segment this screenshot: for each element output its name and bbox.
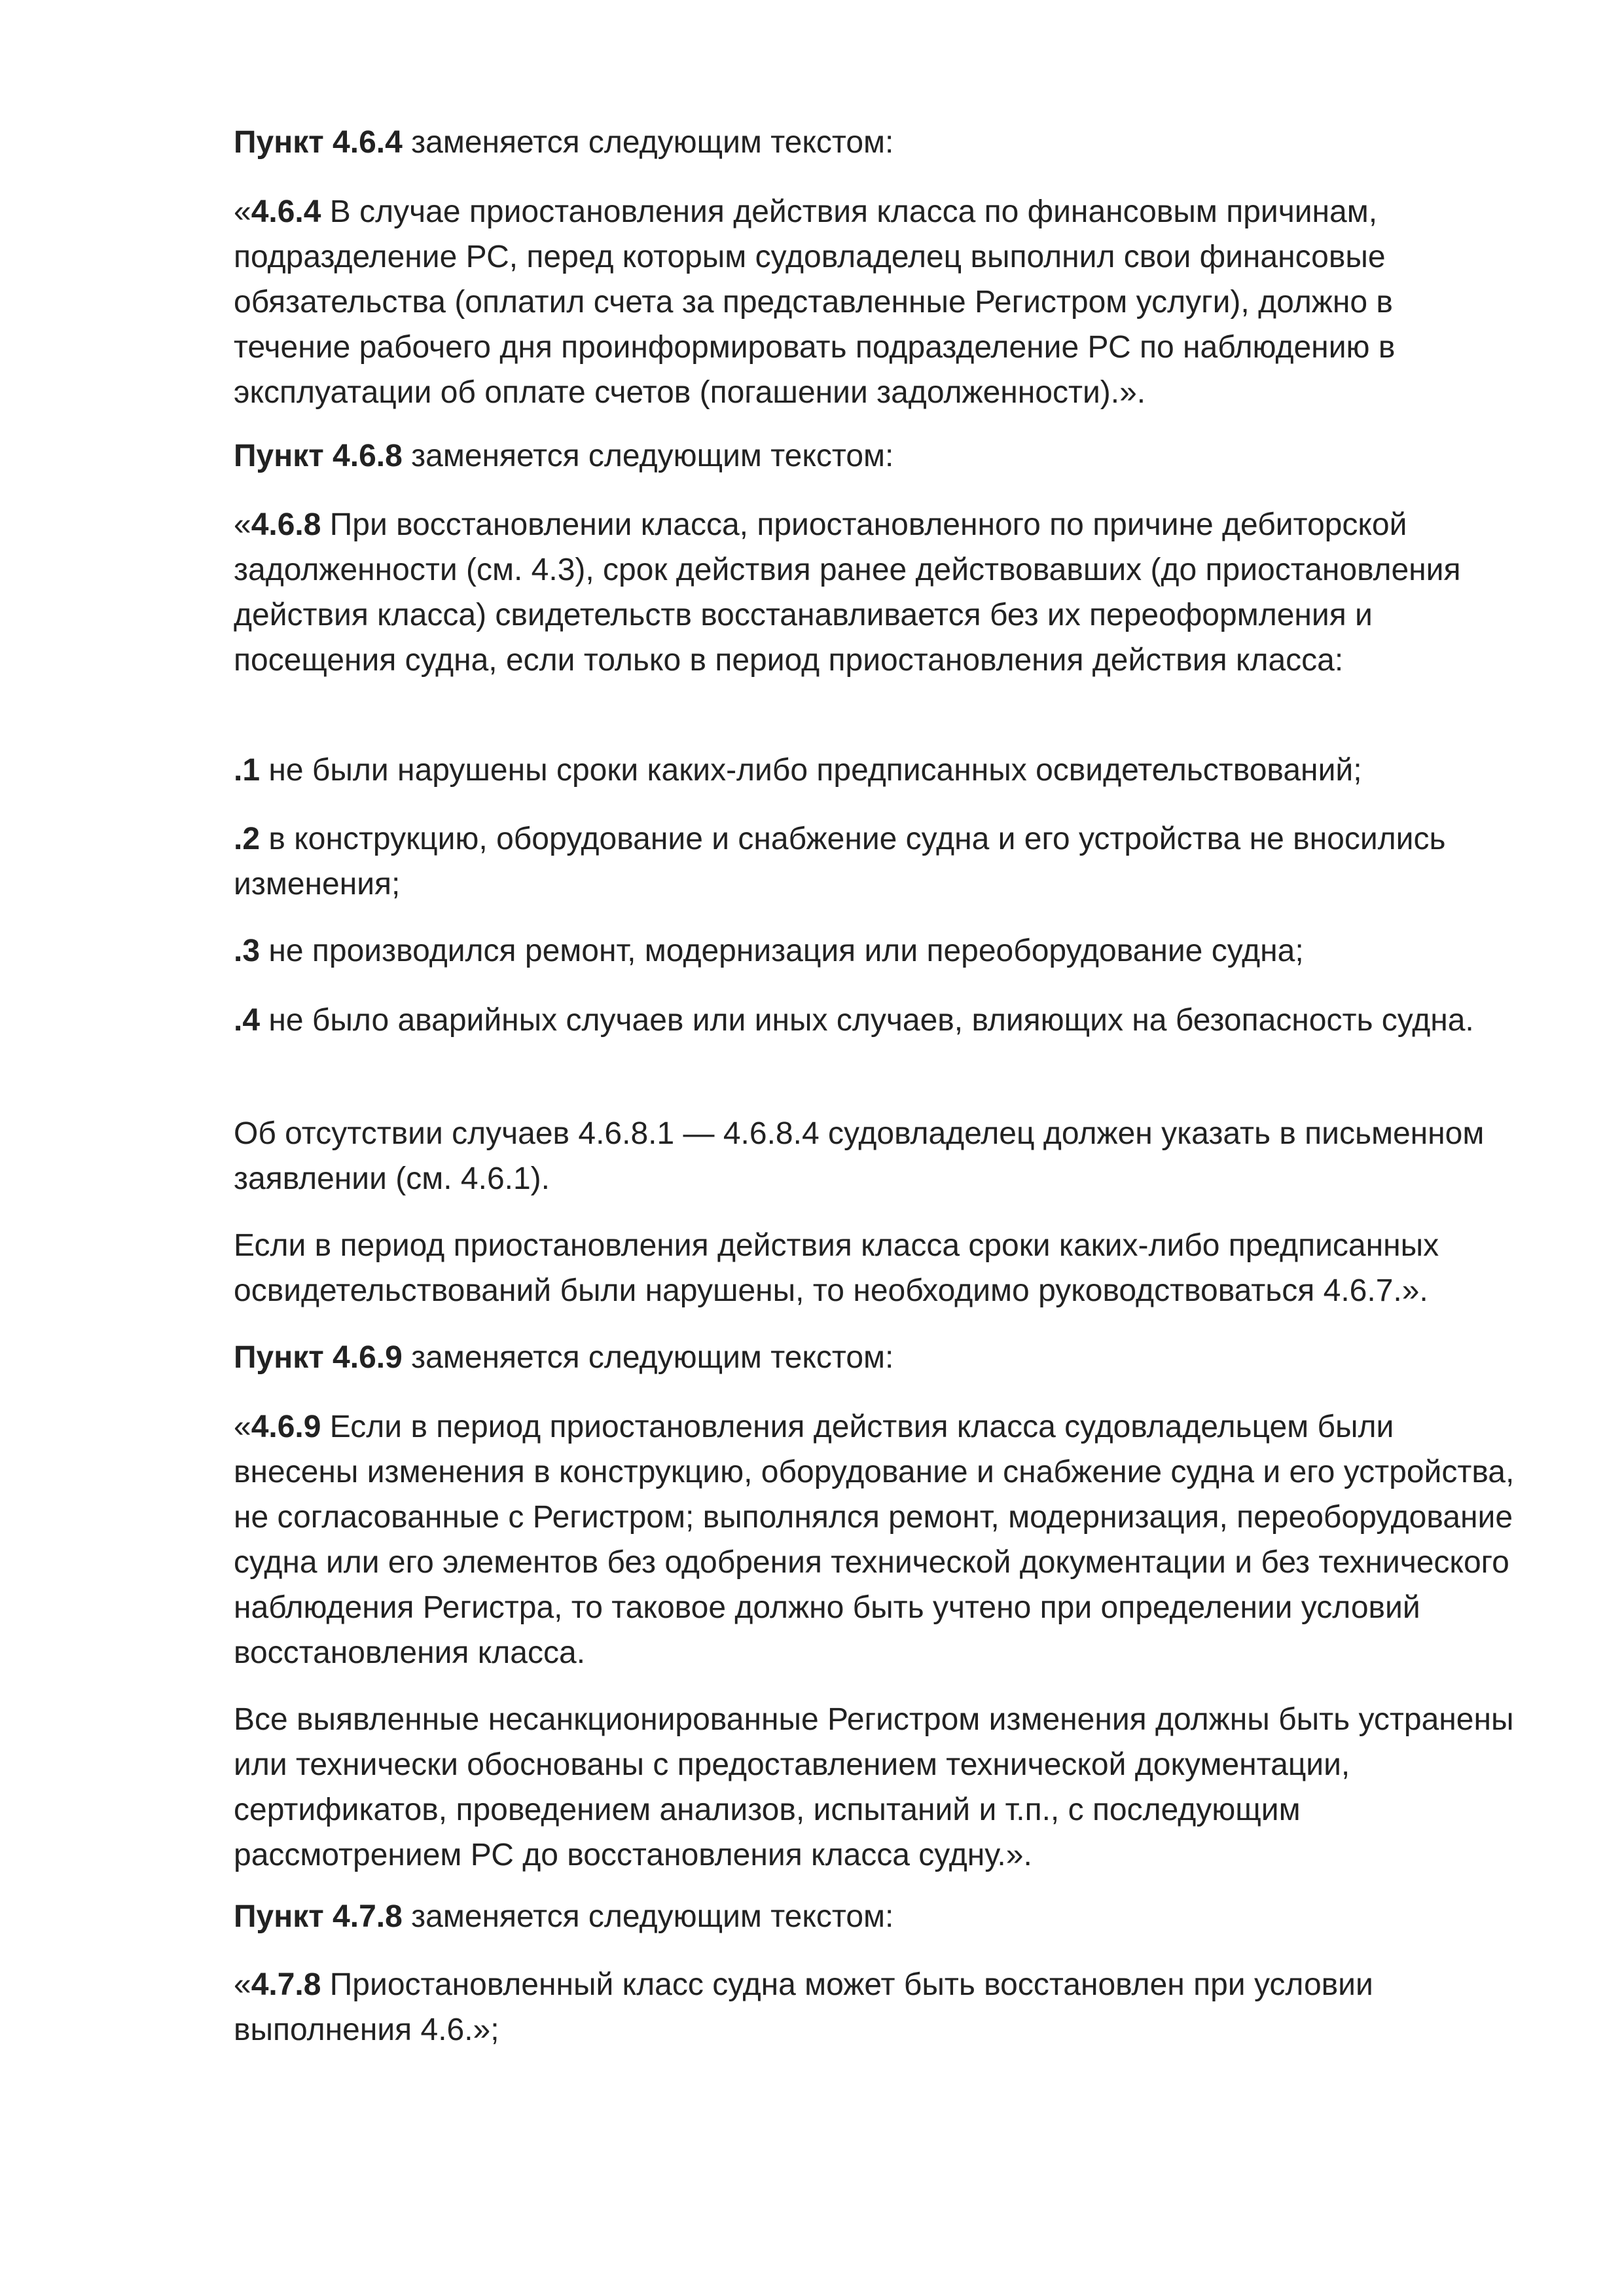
- clause-number: Пункт 4.7.8: [234, 1899, 403, 1934]
- item-number: .1: [234, 753, 261, 788]
- clause-number: 4.6.9: [251, 1410, 321, 1444]
- item-text: в конструкцию, оборудование и снабжение судна и его устройства не вносились изменения;: [234, 822, 1446, 902]
- list-item-1: [234, 748, 1517, 793]
- violation-statement: [234, 1223, 1517, 1313]
- clause-number: Пункт 4.6.4: [234, 125, 403, 160]
- item-number: .3: [234, 934, 261, 968]
- heading-text: заменяется следующим текстом:: [402, 439, 894, 473]
- clause-number: Пункт 4.6.9: [234, 1340, 403, 1375]
- amendment-heading-4-6-4: [234, 120, 1517, 165]
- clause-number: 4.7.8: [251, 1967, 321, 2002]
- paragraph-text: Все выявленные несанкционированные Регистром изменения должны быть устранены или технически обоснованы с предоставлением технической документации, сертификатов, проведением анализов, испытаний и т.п., с последующим рассмотрением РС до восстановления класса судну.».: [234, 1702, 1514, 1872]
- clause-text: Приостановленный класс судна может быть восстановлен при условии выполнения 4.6.»;: [234, 1967, 1373, 2047]
- quote-open: «: [234, 1410, 251, 1444]
- amendment-heading-4-6-9: [234, 1335, 1517, 1380]
- amendment-heading-4-7-8: [234, 1894, 1517, 1939]
- heading-text: заменяется следующим текстом:: [402, 125, 894, 160]
- clause-4-6-9-text: [234, 1404, 1517, 1675]
- clause-text: При восстановлении класса, приостановленного по причине дебиторской задолженности (см. 4.3), срок действия ранее действовавших (до приостановления действия класса) свидетельств восстанавливается без их переоформления и посещения судна, если только в период приостановления действия класса:: [234, 507, 1461, 678]
- heading-text: заменяется следующим текстом:: [402, 1340, 894, 1375]
- clause-number: 4.6.8: [251, 507, 321, 542]
- amendment-heading-4-6-8: [234, 433, 1517, 479]
- quote-open: «: [234, 507, 251, 542]
- clause-number: Пункт 4.6.8: [234, 439, 403, 473]
- list-item-3: [234, 928, 1517, 974]
- heading-text: заменяется следующим текстом:: [402, 1899, 894, 1934]
- quote-open: «: [234, 1967, 251, 2002]
- clause-text: Если в период приостановления действия класса судовладельцем были внесены изменения в конструкцию, оборудование и снабжение судна и его устройства, не согласованные с Регистром; выполнялся ремонт, модернизация, переоборудование судна или его элементов без одобрения технической документации и без технического наблюдения Регистра, то таковое должно быть учтено при определении условий восстановления класса.: [234, 1410, 1515, 1670]
- item-number: .2: [234, 822, 261, 856]
- clause-4-6-8-text: [234, 502, 1517, 683]
- item-number: .4: [234, 1003, 261, 1038]
- clause-text: В случае приостановления действия класса по финансовым причинам, подразделение РС, перед которым судовладелец выполнил свои финансовые обязательства (оплатил счета за представленные Регистром услуги), должно в течение рабочего дня проинформировать подразделение РС по наблюдению в эксплуатации об оплате счетов (погашении задолженности).».: [234, 194, 1396, 410]
- item-text: не были нарушены сроки каких-либо предписанных освидетельствований;: [260, 753, 1362, 788]
- unauthorized-changes-statement: [234, 1697, 1517, 1878]
- paragraph-text: Об отсутствии случаев 4.6.8.1 — 4.6.8.4 судовладелец должен указать в письменном заявлении (см. 4.6.1).: [234, 1116, 1485, 1196]
- quote-open: «: [234, 194, 251, 229]
- absence-statement: [234, 1111, 1517, 1201]
- clause-4-7-8-text: [234, 1962, 1517, 2052]
- clause-number: 4.6.4: [251, 194, 321, 229]
- paragraph-text: Если в период приостановления действия класса сроки каких-либо предписанных освидетельствований были нарушены, то необходимо руководствоваться 4.6.7.».: [234, 1228, 1439, 1308]
- list-item-2: [234, 816, 1517, 907]
- clause-4-6-4-text: [234, 189, 1517, 415]
- list-item-4: [234, 998, 1517, 1043]
- item-text: не производился ремонт, модернизация или переоборудование судна;: [260, 934, 1304, 968]
- item-text: не было аварийных случаев или иных случаев, влияющих на безопасность судна.: [260, 1003, 1474, 1038]
